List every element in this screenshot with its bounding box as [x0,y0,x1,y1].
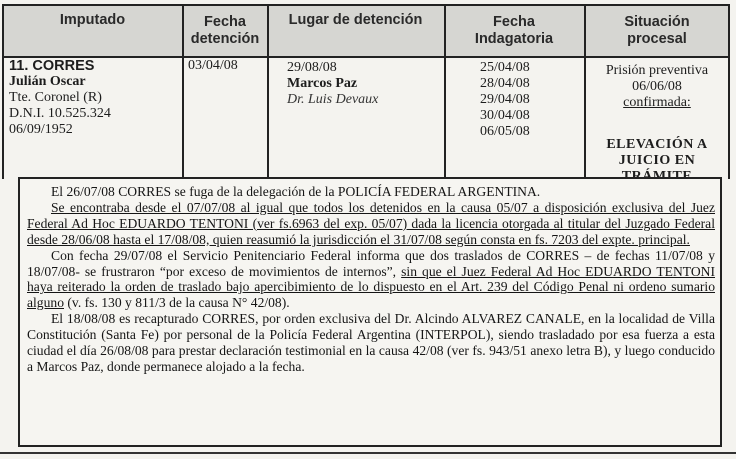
grid-line [444,4,446,179]
narrative-p3-underlined: sin que el Juez Federal Ad Hoc EDUARDO TENTONI haya reiterado la orden de traslado bajo apercibimiento de lo dispuesto en el Art. 239 del Código Penal ni ordeno sumario alguno [27,263,715,311]
grid-line [728,4,730,179]
imputado-dob: 06/09/1952 [9,122,73,137]
grid-line [2,4,4,179]
elevacion-line2: JUICIO EN [618,153,696,168]
narrative-p3-start: Con fecha 29/07/08 el Servicio Penitenciario Federal informa que dos traslados de CORRES – de fechas 11/07/08 y 18/07/08- se frustraron “por exceso de movimientos de internos”, [27,247,715,279]
indagatoria-date: 30/04/08 [480,108,530,123]
indagatoria-date: 29/04/08 [480,92,530,107]
narrative-paragraph-2: Se encontraba desde el 07/07/08 al igual que todos los detenidos en la causa 05/07 a disposición exclusiva del Juez Federal Ad Hoc EDUARDO TENTONI (ver fs.6963 del exp. 05/07) dada la licencia otorgada al titular del Juzgado Federal desde 28/06/08 hasta el 17/08/08, quien reasumió la jurisdicción el 31/07/08 según consta en fs. 7203 del expte. principal. [27,199,715,247]
narrative-box [18,177,722,447]
indagatoria-date: 25/04/08 [480,60,530,75]
narrative-p3-end: (v. fs. 130 y 811/3 de la causa N° 42/08). [64,295,290,311]
table-header [2,4,730,58]
narrative-paragraph-3 [27,248,715,312]
indagatoria-date: 06/05/08 [480,124,530,139]
situacion-cell [586,63,728,185]
narrative-paragraph-1: El 26/07/08 CORRES se fuga de la delegación de la POLICÍA FEDERAL ARGENTINA. [51,184,541,199]
lugar-fecha: 29/08/08 [287,60,337,75]
lugar-juez: Dr. Luis Devaux [287,92,379,107]
imputado-name-line1: 11. CORRES [9,58,95,74]
lugar-nombre: Marcos Paz [287,76,358,91]
indagatoria-cell [480,60,530,140]
imputado-cell [9,58,111,138]
imputado-rank: Tte. Coronel (R) [9,90,102,105]
indagatoria-date: 28/04/08 [480,76,530,91]
imputado-name-line2: Julián Oscar [9,74,86,89]
situacion-line2: 06/06/08 [632,79,682,94]
header-fecha-indagatoria: Fecha Indagatoria [474,14,554,47]
lugar-detencion-cell [287,60,378,108]
situacion-line3: confirmada: [623,95,691,110]
header-lugar-detencion: Lugar de detención [288,12,423,28]
fecha-detencion-cell: 03/04/08 [188,58,238,73]
grid-line [267,4,269,179]
header-situacion-procesal: Situación procesal [624,14,690,47]
imputado-dni: D.N.I. 10.525.324 [9,106,111,121]
header-imputado: Imputado [59,12,126,28]
narrative-paragraph-4: El 18/08/08 es recapturado CORRES, por orden exclusiva del Dr. Alcindo ALVAREZ CANALE, en la localidad de Villa Constitución (Santa Fe) por personal de la Policía Federal Argentina (INTERPOL), siendo trasladado por esa fuerza a esta ciudad el día 26/08/08 para prestar declaración testimonial en la causa 42/08 (ver fs. 943/51 anexo letra B), y luego conducido a Marcos Paz, donde permanece alojado a la fecha. [27,311,715,374]
situacion-line1: Prisión preventiva [605,63,709,78]
grid-line [182,4,184,179]
narrative-text [27,184,715,375]
table-bottom-border [0,452,736,454]
elevacion-line1: ELEVACIÓN A [606,137,708,152]
header-fecha-detencion: Fecha detención [190,14,260,47]
